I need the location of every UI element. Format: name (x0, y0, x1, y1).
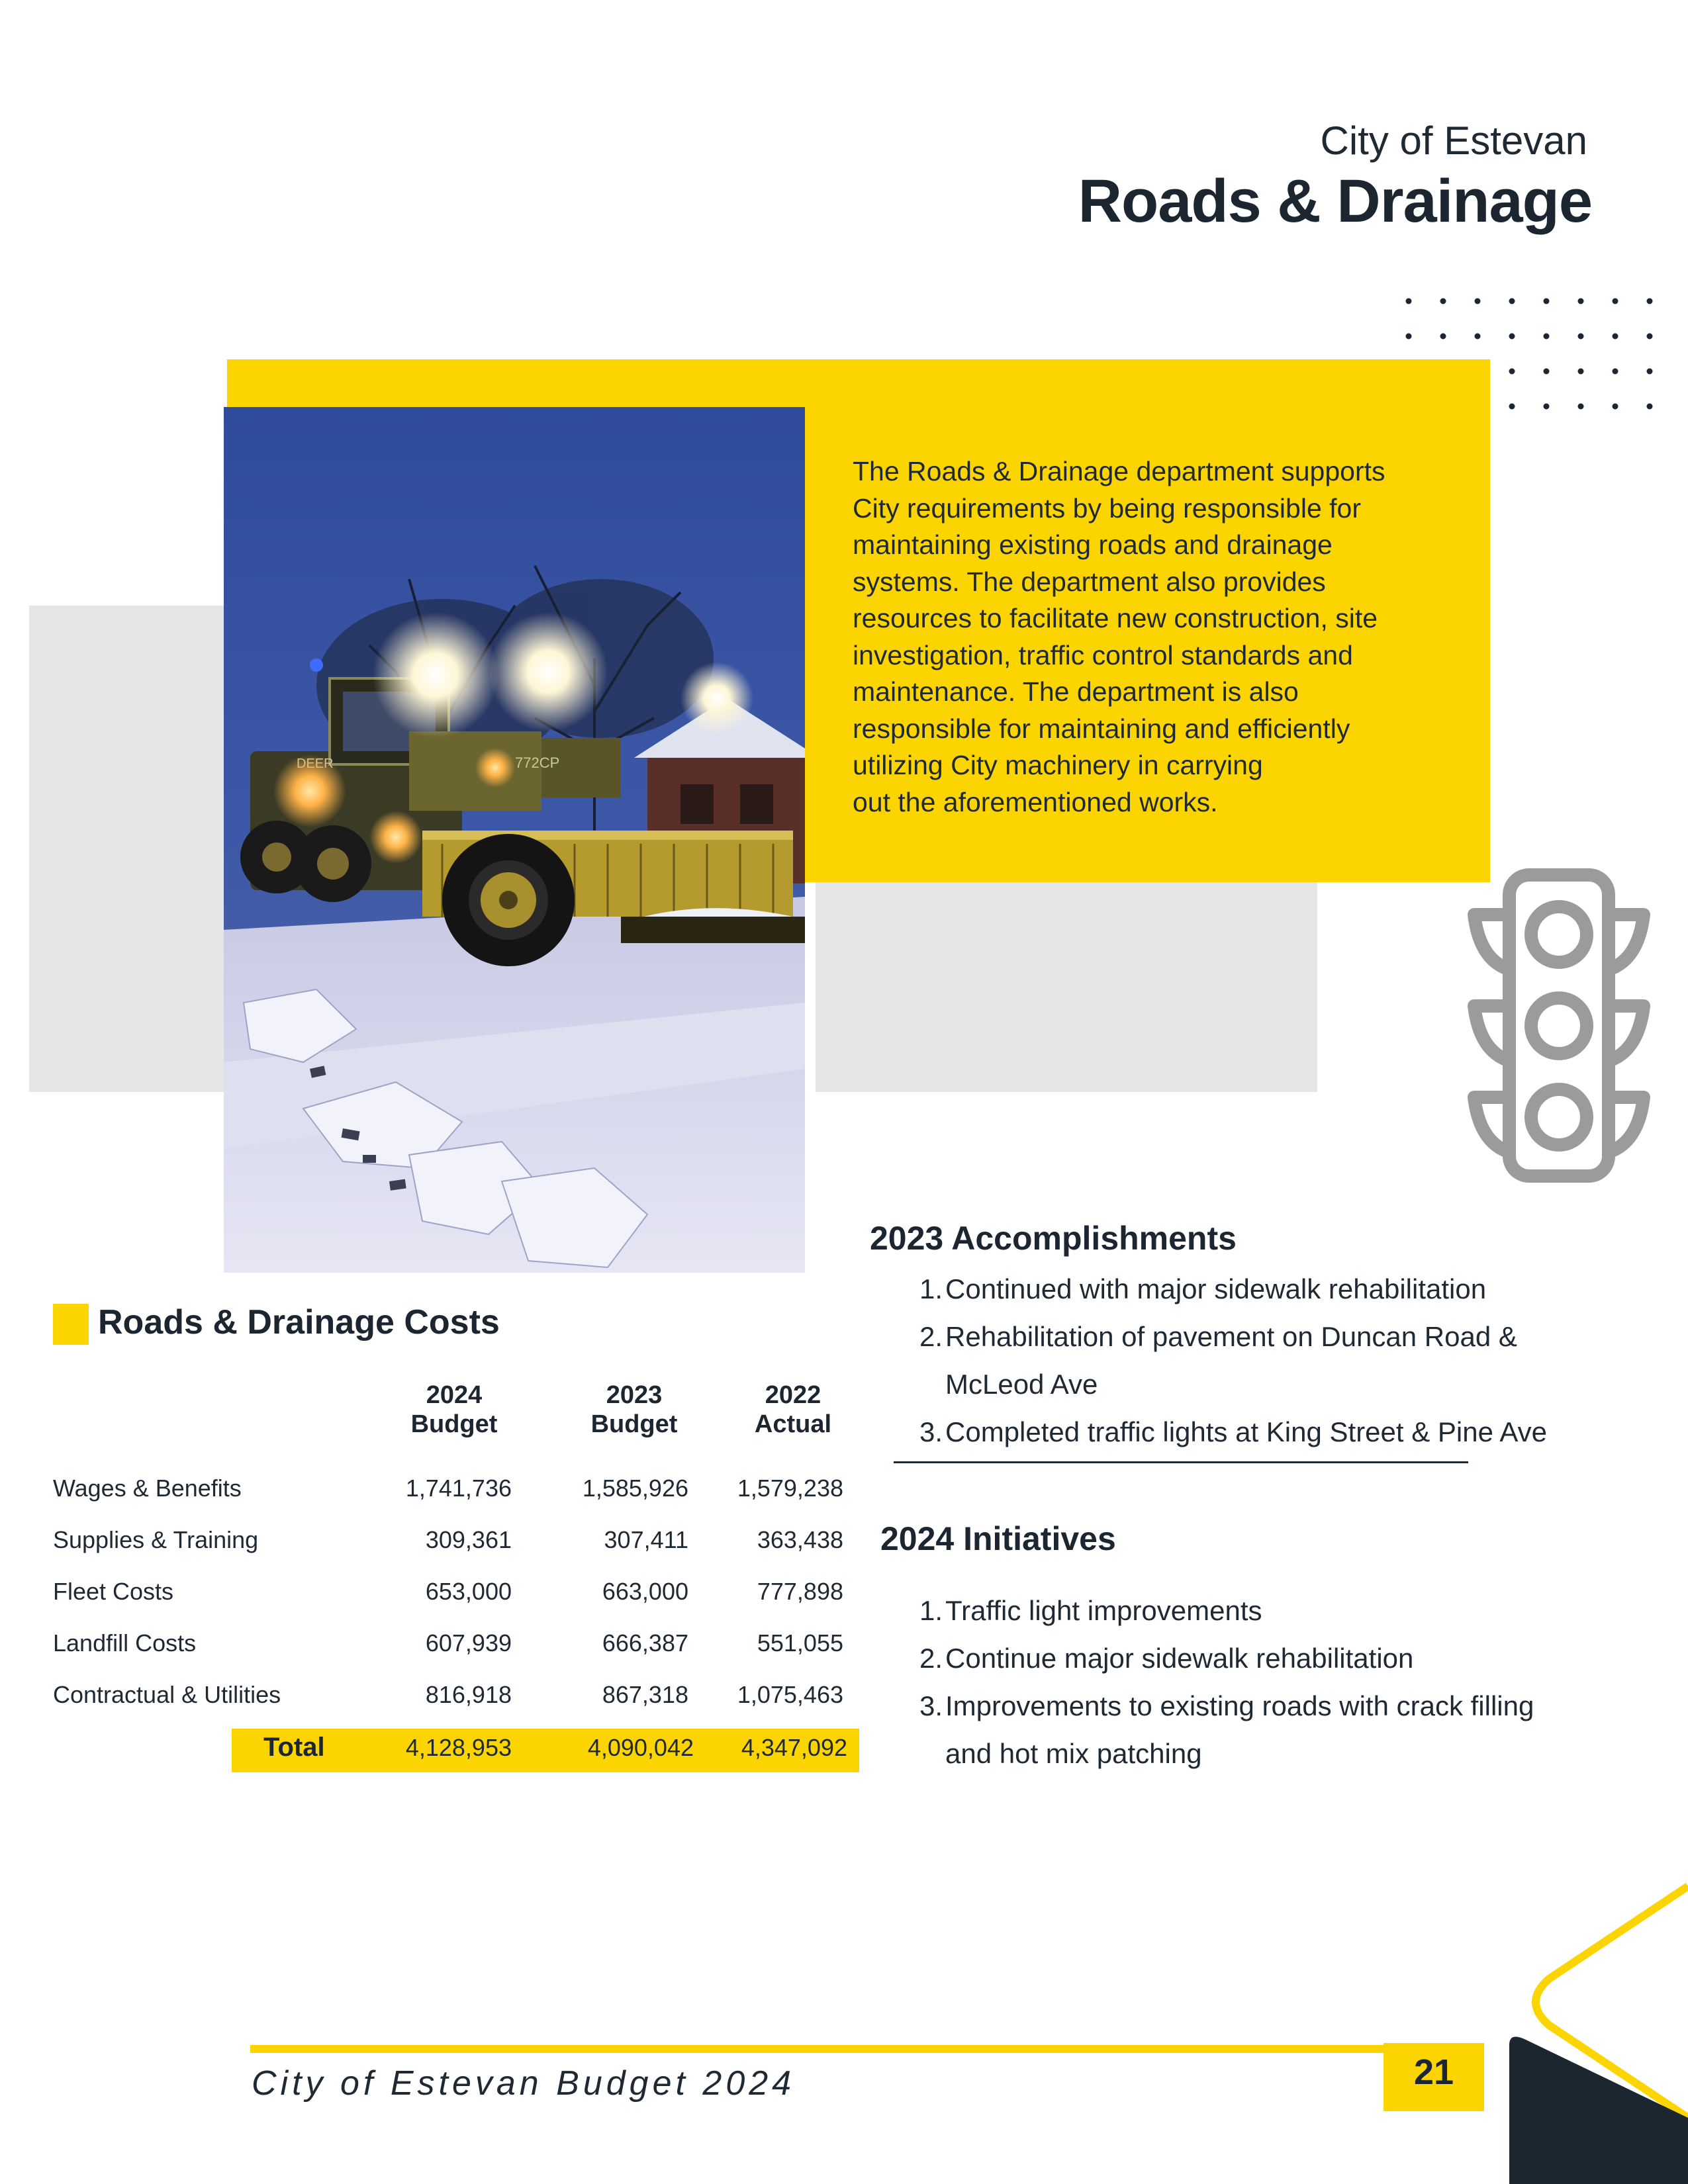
section-divider (894, 1461, 1468, 1463)
column-year: 2024 (426, 1381, 483, 1409)
list-number: 2. (919, 1643, 943, 1674)
list-item (912, 1313, 1547, 1361)
list-item (912, 1587, 1534, 1635)
accomplishments-list (912, 1265, 1547, 1456)
snow-grader-photo (224, 407, 805, 1273)
table-row-label: Landfill Costs (53, 1629, 197, 1657)
column-year: 2023 (606, 1381, 663, 1409)
organization-name: City of Estevan (1320, 118, 1587, 163)
column-header-2023 (568, 1381, 700, 1439)
table-cell: 1,741,736 (405, 1475, 512, 1502)
table-cell: 363,438 (757, 1526, 843, 1553)
page-number: 21 (1413, 2052, 1454, 2092)
list-text: Continued with major sidewalk rehabilitation (945, 1273, 1487, 1304)
table-cell: 777,898 (757, 1578, 843, 1605)
list-number: 1. (919, 1595, 943, 1626)
initiatives-list (912, 1587, 1534, 1778)
gray-background-block (29, 606, 228, 1092)
list-number: 1. (919, 1273, 943, 1304)
table-cell: 607,939 (425, 1629, 512, 1657)
table-row-label: Contractual & Utilities (53, 1681, 281, 1708)
list-text: and hot mix patching (945, 1738, 1202, 1769)
list-text: Completed traffic lights at King Street & Pine Ave (945, 1416, 1547, 1447)
page-title: Roads & Drainage (1078, 167, 1592, 235)
section-marker (53, 1304, 89, 1345)
table-cell: 1,075,463 (737, 1681, 843, 1708)
list-item (912, 1361, 1547, 1408)
list-number: 3. (919, 1416, 943, 1447)
table-cell: 663,000 (602, 1578, 688, 1605)
table-cell: 653,000 (425, 1578, 512, 1605)
table-cell: 816,918 (425, 1681, 512, 1708)
column-year: 2022 (765, 1381, 821, 1409)
corner-shape-decoration (1456, 1853, 1688, 2184)
table-row-label: Wages & Benefits (53, 1475, 242, 1502)
list-item (912, 1265, 1547, 1313)
table-cell: 666,387 (602, 1629, 688, 1657)
list-text: Rehabilitation of pavement on Duncan Road & (945, 1321, 1517, 1352)
total-cell: 4,128,953 (405, 1734, 512, 1761)
table-cell: 307,411 (604, 1526, 688, 1553)
accomplishments-heading: 2023 Accomplishments (870, 1220, 1237, 1257)
gray-background-block (816, 882, 1317, 1092)
table-row-label: Supplies & Training (53, 1526, 259, 1553)
footer-rule (250, 2045, 1483, 2053)
column-kind: Budget (590, 1410, 678, 1438)
list-number: 3. (919, 1690, 943, 1721)
table-cell: 1,579,238 (737, 1475, 843, 1502)
table-row-label: Fleet Costs (53, 1578, 174, 1605)
column-kind: Actual (754, 1410, 832, 1438)
total-cell: 4,090,042 (587, 1734, 694, 1761)
table-cell: 1,585,926 (582, 1475, 688, 1502)
table-cell: 551,055 (757, 1629, 843, 1657)
total-label: Total (263, 1733, 325, 1762)
list-text: McLeod Ave (945, 1369, 1098, 1400)
list-number: 2. (919, 1321, 943, 1352)
total-cell: 4,347,092 (741, 1734, 847, 1761)
column-header-2022 (727, 1381, 859, 1439)
initiatives-heading: 2024 Initiatives (880, 1520, 1116, 1557)
list-item (912, 1682, 1534, 1730)
list-item (912, 1635, 1534, 1682)
column-kind: Budget (410, 1410, 498, 1438)
list-text: Continue major sidewalk rehabilitation (945, 1643, 1414, 1674)
list-text: Improvements to existing roads with crack filling (945, 1690, 1534, 1721)
list-item (912, 1730, 1534, 1778)
table-cell: 309,361 (425, 1526, 512, 1553)
department-description: The Roads & Drainage department supports City requirements by being responsible for maintaining existing roads and drainage systems. The department also provides resources to facilitate new construction, site investigation, traffic control standards and maintenance. The department is also responsible for maintaining and efficiently utilizing City machinery in carrying out the aforementioned works. (853, 456, 1385, 817)
column-header-2024 (388, 1381, 520, 1439)
list-text: Traffic light improvements (945, 1595, 1262, 1626)
traffic-light-icon (1460, 860, 1658, 1191)
footer-text: City of Estevan Budget 2024 (252, 2064, 796, 2103)
svg-text:772CP: 772CP (515, 754, 560, 771)
list-item (912, 1408, 1547, 1456)
costs-section-title: Roads & Drainage Costs (98, 1303, 500, 1342)
table-cell: 867,318 (602, 1681, 688, 1708)
